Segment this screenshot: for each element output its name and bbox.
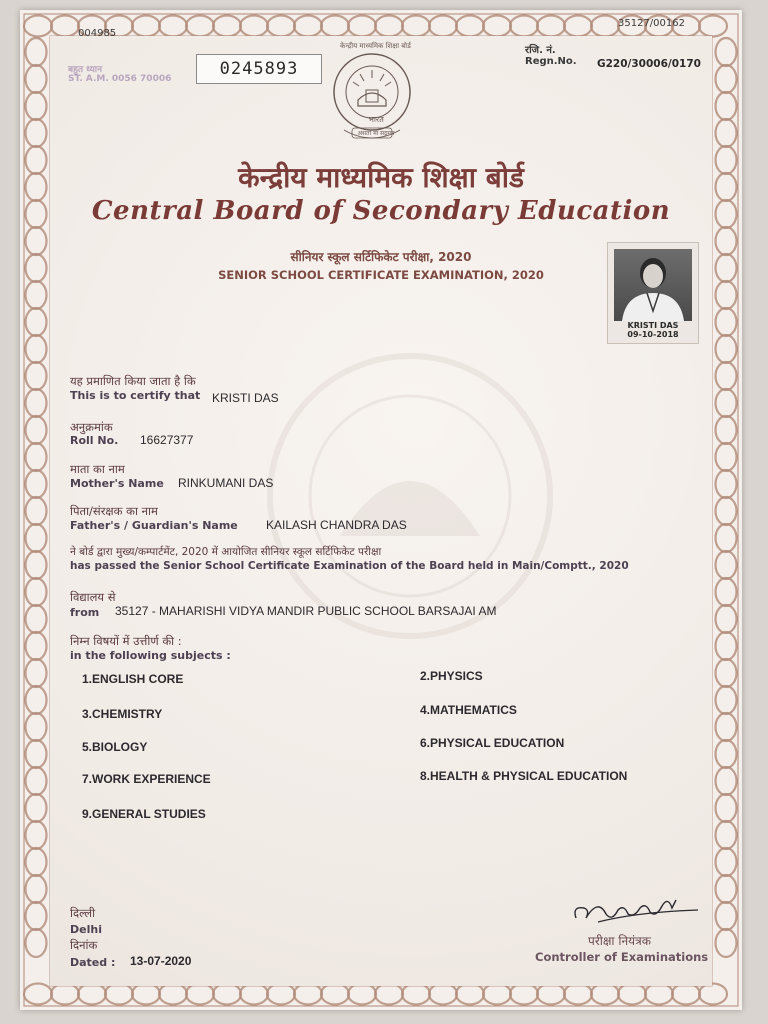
controller-label: Controller of Examinations (535, 950, 709, 964)
subjects-hindi: निम्न विषयों में उत्तीर्ण की : (70, 634, 182, 648)
top-right-number: 35127/00162 (618, 18, 685, 29)
photo-name: KRISTI DAS (627, 321, 679, 330)
roll-hindi: अनुक्रमांक (70, 420, 113, 434)
roll-value: 16627377 (140, 433, 194, 447)
title-hindi: केन्द्रीय माध्यमिक शिक्षा बोर्ड (238, 161, 524, 194)
exam-hindi: सीनियर स्कूल सर्टिफिकेट परीक्षा, 2020 (290, 250, 472, 264)
exam-english: SENIOR SCHOOL CERTIFICATE EXAMINATION, 2020 (218, 268, 544, 282)
faded-stamp-line2: ST. A.M. 0056 70006 (68, 74, 172, 84)
student-photo-icon (614, 249, 692, 321)
faded-stamp-line1: बहुत ध्यान (68, 65, 103, 75)
mother-hindi: माता का नाम (70, 462, 125, 476)
emblem-motto: असतो मा सद्गमय (357, 130, 395, 137)
mother-value: RINKUMANI DAS (178, 476, 274, 490)
school-value: 35127 - MAHARISHI VIDYA MANDIR PUBLIC SCHOOL BARSAJAI AM (115, 604, 497, 618)
student-photo-card (607, 242, 699, 344)
father-value: KAILASH CHANDRA DAS (266, 518, 407, 532)
regn-label: Regn.No. (525, 56, 577, 67)
certify-hindi: यह प्रमाणित किया जाता है कि (70, 374, 196, 388)
father-label: Father's / Guardian's Name (70, 519, 238, 532)
date-value: 13-07-2020 (130, 954, 192, 968)
title-english: Central Board of Secondary Education (91, 196, 671, 226)
school-label: from (70, 606, 100, 619)
subjects-label: in the following subjects : (70, 649, 231, 662)
student-name: KRISTI DAS (212, 391, 279, 405)
date-label: Dated : (70, 956, 116, 969)
place-english: Delhi (70, 923, 102, 936)
controller-hindi: परीक्षा नियंत्रक (588, 934, 651, 948)
emblem-text-top: केन्द्रीय माध्यमिक शिक्षा बोर्ड (340, 42, 411, 50)
father-hindi: पिता/संरक्षक का नाम (70, 504, 158, 518)
subject-item: 3.CHEMISTRY (82, 707, 163, 721)
subject-item: 1.ENGLISH CORE (82, 672, 184, 686)
mother-label: Mother's Name (70, 477, 164, 490)
subject-item: 2.PHYSICS (420, 669, 483, 683)
subject-item: 8.HEALTH & PHYSICAL EDUCATION (420, 769, 628, 783)
serial-number-box: 0245893 (196, 54, 322, 84)
top-left-number: 004985 (78, 28, 117, 39)
controller-signature-icon (568, 888, 708, 934)
certify-label: This is to certify that (70, 389, 201, 402)
emblem-country: भारत (368, 115, 384, 124)
subject-item: 4.MATHEMATICS (420, 703, 517, 717)
roll-label: Roll No. (70, 434, 119, 447)
subject-item: 9.GENERAL STUDIES (82, 807, 206, 821)
photo-date: 09-10-2018 (627, 330, 679, 339)
subject-item: 6.PHYSICAL EDUCATION (420, 736, 565, 750)
subject-item: 7.WORK EXPERIENCE (82, 772, 211, 786)
place-hindi: दिल्ली (70, 906, 96, 920)
regn-value: G220/30006/0170 (597, 58, 701, 70)
school-hindi: विद्यालय से (70, 590, 116, 604)
regn-hindi: रजि. नं. (525, 45, 556, 56)
passed-english: has passed the Senior School Certificate Examination of the Board held in Main/Comptt., 2020 (70, 560, 629, 572)
subject-item: 5.BIOLOGY (82, 740, 148, 754)
certificate-sheet (20, 10, 742, 1010)
date-hindi: दिनांक (70, 938, 98, 952)
passed-hindi: ने बोर्ड द्वारा मुख्य/कम्पार्टमेंट, 2020 में आयोजित सीनियर स्कूल सर्टिफिकेट परीक्षा (70, 546, 382, 558)
